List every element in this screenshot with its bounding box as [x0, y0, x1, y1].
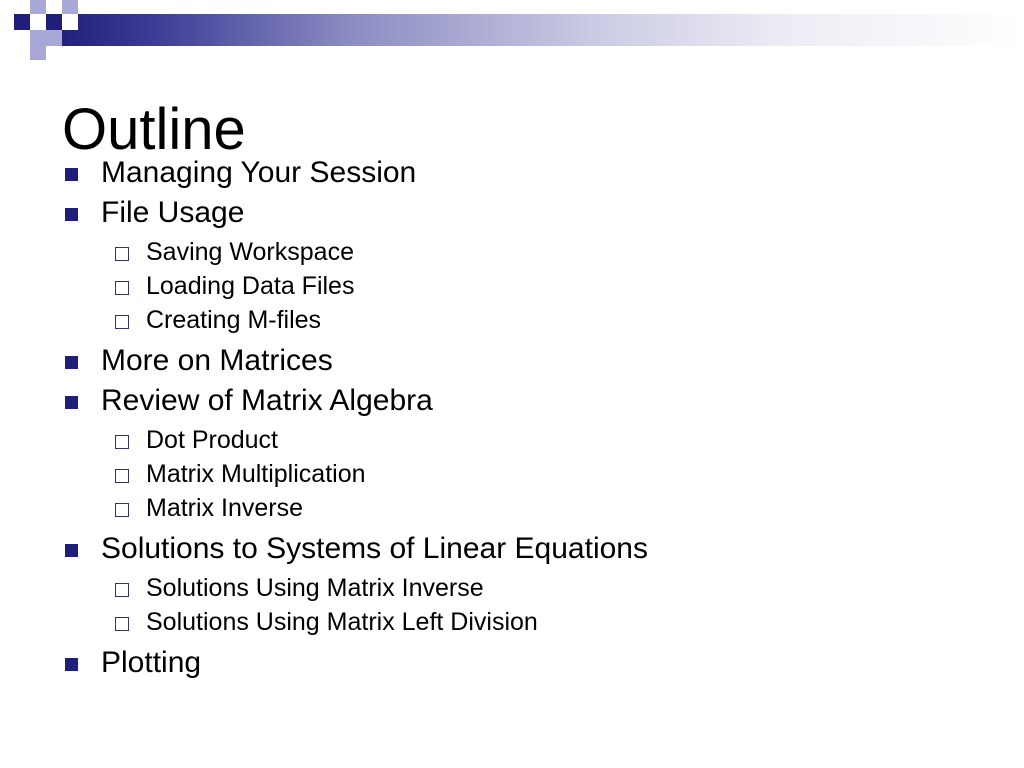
decorative-square-icon	[30, 46, 46, 60]
outline-item-label: Saving Workspace	[146, 238, 354, 266]
filled-square-bullet-icon	[65, 356, 78, 369]
outline-subitem	[0, 571, 1024, 605]
hollow-square-bullet-icon	[115, 503, 129, 517]
hollow-square-bullet-icon	[115, 617, 129, 631]
outline-item-label: Plotting	[101, 646, 202, 679]
decorative-square-icon	[14, 14, 30, 30]
outline-subitem	[0, 605, 1024, 639]
outline-item-label: Creating M-files	[146, 306, 322, 334]
header-gradient-band	[54, 14, 1024, 46]
outline-item-label: Matrix Inverse	[146, 494, 303, 522]
outline-item	[0, 341, 1024, 381]
outline-item-label: Solutions to Systems of Linear Equations	[101, 532, 648, 565]
filled-square-bullet-icon	[65, 396, 78, 409]
decorative-square-icon	[62, 0, 78, 14]
outline-subitem	[0, 491, 1024, 525]
decorative-square-icon	[30, 0, 46, 14]
filled-square-bullet-icon	[65, 658, 78, 671]
outline-subitem	[0, 423, 1024, 457]
outline-subitem	[0, 303, 1024, 337]
outline-item-label: Loading Data Files	[146, 272, 355, 300]
filled-square-bullet-icon	[65, 208, 78, 221]
hollow-square-bullet-icon	[115, 583, 129, 597]
outline-item-label: Solutions Using Matrix Left Division	[146, 608, 538, 636]
filled-square-bullet-icon	[65, 168, 78, 181]
outline-item-label: Review of Matrix Algebra	[101, 384, 433, 417]
outline-item-label: Managing Your Session	[101, 156, 417, 189]
decorative-square-icon	[46, 30, 62, 46]
filled-square-bullet-icon	[65, 544, 78, 557]
outline-subitem	[0, 269, 1024, 303]
outline-item	[0, 153, 1024, 193]
decorative-square-icon	[30, 30, 46, 46]
outline-item-label: Matrix Multiplication	[146, 460, 366, 488]
outline-subitem	[0, 457, 1024, 491]
outline-item-label: File Usage	[101, 196, 245, 229]
hollow-square-bullet-icon	[115, 281, 129, 295]
outline-item	[0, 643, 1024, 683]
decorative-square-icon	[46, 14, 62, 30]
outline-item	[0, 381, 1024, 421]
decorative-square-icon	[62, 14, 78, 30]
hollow-square-bullet-icon	[115, 435, 129, 449]
outline-list	[0, 153, 1024, 683]
outline-item-label: Solutions Using Matrix Inverse	[146, 574, 484, 602]
hollow-square-bullet-icon	[115, 469, 129, 483]
hollow-square-bullet-icon	[115, 315, 129, 329]
slide-title: Outline	[62, 97, 246, 162]
outline-item	[0, 529, 1024, 569]
outline-item-label: More on Matrices	[101, 344, 333, 377]
outline-item-label: Dot Product	[146, 426, 279, 454]
outline-subitem	[0, 235, 1024, 269]
hollow-square-bullet-icon	[115, 247, 129, 261]
outline-item	[0, 193, 1024, 233]
